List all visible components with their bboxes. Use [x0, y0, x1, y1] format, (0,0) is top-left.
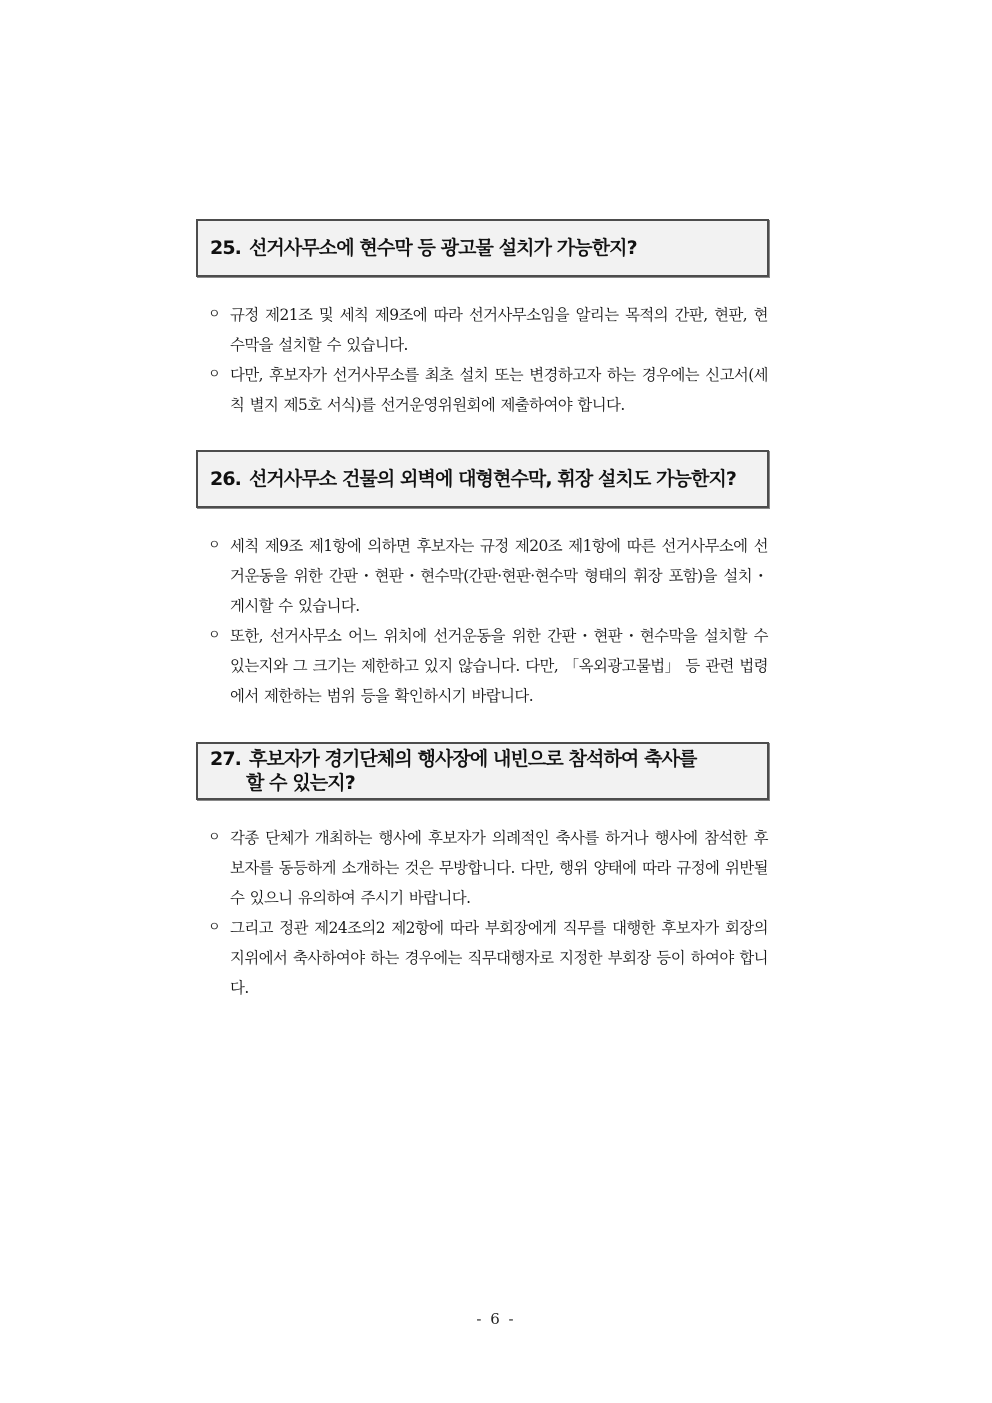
question-number-26: 26.	[210, 468, 241, 490]
answer-item	[208, 621, 768, 711]
question-heading-25	[196, 219, 769, 277]
page-number: - 6 -	[476, 1310, 516, 1328]
question-title-27: 27. 후보자가 경기단체의 행사장에 내빈으로 참석하여 축사를 할 수 있는지?	[210, 748, 697, 794]
question-title-25: 25. 선거사무소에 현수막 등 광고물 설치가 가능한지?	[210, 237, 637, 259]
answer-text: 다만, 후보자가 선거사무소를 최초 설치 또는 변경하고자 하는 경우에는 신고서(세칙 별지 제5호 서식)를 선거운영위원회에 제출하여야 합니다.	[230, 366, 768, 414]
question-heading-26	[196, 450, 769, 508]
qa-section-27	[196, 742, 769, 1003]
bullet-icon: ㅇ	[208, 538, 221, 553]
bullet-icon: ㅇ	[208, 830, 221, 845]
answer-item	[208, 300, 768, 360]
bullet-icon: ㅇ	[208, 367, 221, 382]
answer-item	[208, 531, 768, 621]
answer-text: 규정 제21조 및 세칙 제9조에 따라 선거사무소임을 알리는 목적의 간판, 현판, 현수막을 설치할 수 있습니다.	[230, 306, 768, 354]
bullet-icon: ㅇ	[208, 307, 221, 322]
question-number-27: 27.	[210, 748, 241, 770]
answer-list-25	[208, 300, 768, 420]
answer-list-26	[208, 531, 768, 711]
answer-text: 각종 단체가 개최하는 행사에 후보자가 의례적인 축사를 하거나 행사에 참석한 후보자를 동등하게 소개하는 것은 무방합니다. 다만, 행위 양태에 따라 규정에 위반될 수 있으니 유의하여 주시기 바랍니다.	[230, 829, 768, 907]
question-number-25: 25.	[210, 237, 241, 259]
bullet-icon: ㅇ	[208, 628, 221, 643]
answer-item	[208, 360, 768, 420]
answer-list-27	[208, 823, 768, 1003]
answer-text: 또한, 선거사무소 어느 위치에 선거운동을 위한 간판・현판・현수막을 설치할 수 있는지와 그 크기는 제한하고 있지 않습니다. 다만, 「옥외광고물법」 등 관련 법령에서 제한하는 범위 등을 확인하시기 바랍니다.	[230, 627, 768, 705]
qa-section-25	[196, 219, 769, 420]
answer-item	[208, 823, 768, 913]
question-title-26: 26. 선거사무소 건물의 외벽에 대형현수막, 휘장 설치도 가능한지?	[210, 468, 737, 490]
answer-text: 그리고 정관 제24조의2 제2항에 따라 부회장에게 직무를 대행한 후보자가 회장의 지위에서 축사하여야 하는 경우에는 직무대행자로 지정한 부회장 등이 하여야 합니다.	[230, 919, 768, 997]
bullet-icon: ㅇ	[208, 920, 221, 935]
answer-text: 세칙 제9조 제1항에 의하면 후보자는 규정 제20조 제1항에 따른 선거사무소에 선거운동을 위한 간판・현판・현수막(간판·현판·현수막 형태의 휘장 포함)을 설치・게시할 수 있습니다.	[230, 537, 768, 615]
qa-section-26	[196, 450, 769, 711]
question-heading-27	[196, 742, 769, 800]
answer-item	[208, 913, 768, 1003]
question-title-27-line2: 할 수 있는지?	[246, 772, 355, 794]
